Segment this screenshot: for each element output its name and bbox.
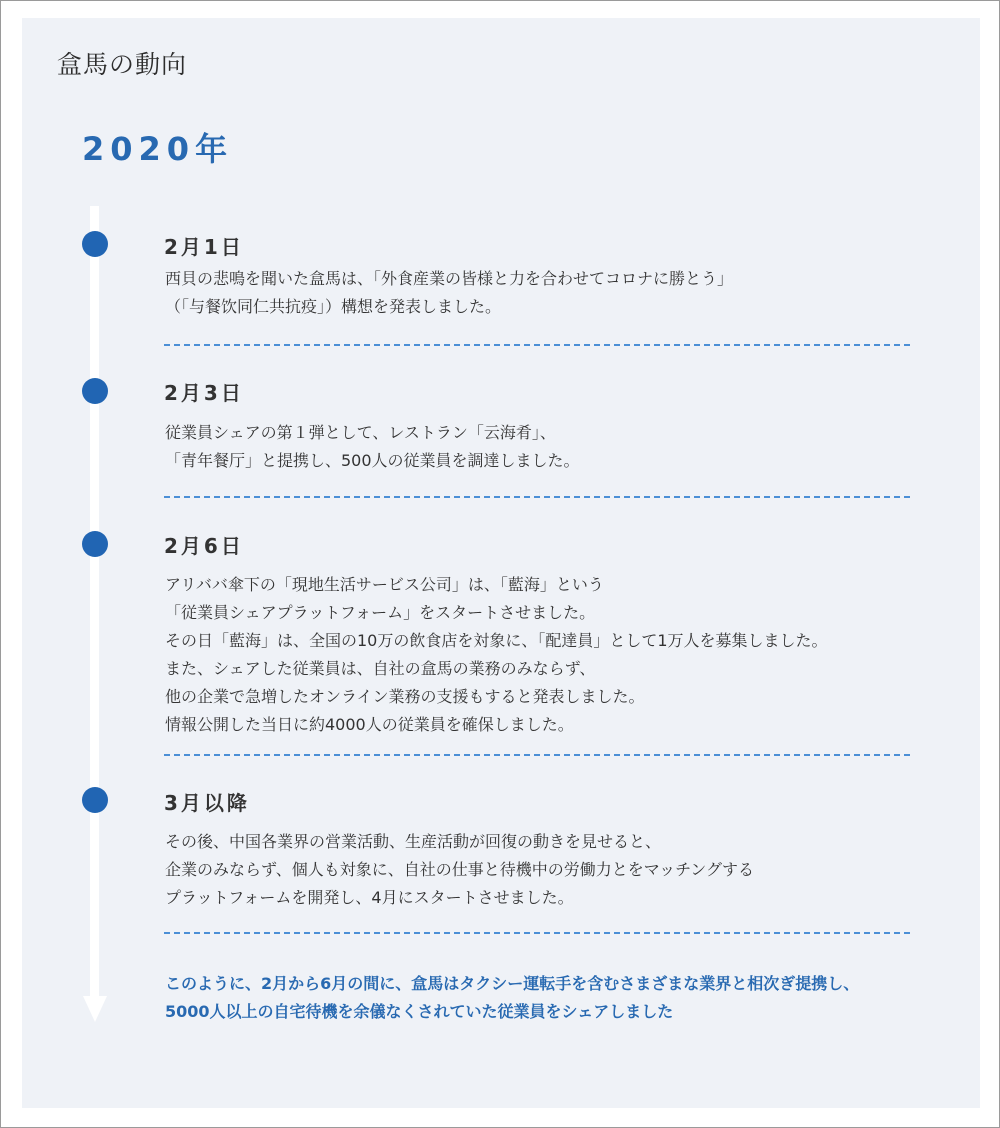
content-panel [22,18,980,1108]
conclusion-line: このように、2月から6月の間に、盒馬はタクシー運転手を含むさまざまな業界と相次ぎ提携し、 [165,974,860,993]
entry-text-line: 「従業員シェアプラットフォーム」をスタートさせました。 [165,603,596,622]
conclusion-line: 5000人以上の自宅待機を余儀なくされていた従業員をシェアしました [165,1002,674,1021]
conclusion-text [165,970,859,1026]
year-heading: 2020年 [82,130,234,168]
entry-text-line: 従業員シェアの第１弾として、レストラン「云海肴」、 [165,423,556,442]
entry-text-line: また、シェアした従業員は、自社の盒馬の業務のみならず、 [165,659,596,678]
entry-text-line: 「青年餐厅」と提携し、500人の従業員を調達しました。 [165,451,580,470]
entry-divider [164,754,910,756]
page-title: 盒馬の動向 [57,50,188,79]
entry-date: 3月以降 [164,791,250,815]
entry-text [165,828,754,912]
timeline-arrow-icon [83,996,107,1022]
entry-text-line: アリババ傘下の「現地生活サービス公司」は、「藍海」という [165,575,604,594]
timeline-dot [82,378,108,404]
entry-date: 2月1日 [164,235,244,259]
entry-text-line: （「与餐饮同仁共抗疫」）構想を発表しました。 [165,297,502,316]
entry-text-line: その後、中国各業界の営業活動、生産活動が回復の動きを見せると、 [165,832,662,851]
entry-text-line: プラットフォームを開発し、4月にスタートさせました。 [165,888,574,907]
entry-text-line: 西貝の悲鳴を聞いた盒馬は、「外食産業の皆様と力を合わせてコロナに勝とう」 [165,269,734,288]
entry-text [165,571,828,739]
entry-divider [164,344,910,346]
entry-divider [164,496,910,498]
entry-date: 2月6日 [164,534,244,558]
timeline-dot [82,231,108,257]
entry-divider [164,932,910,934]
entry-text-line: 企業のみならず、個人も対象に、自社の仕事と待機中の労働力とをマッチングする [165,860,754,879]
entry-text [165,419,580,475]
entry-text [165,265,733,321]
entry-date: 2月3日 [164,381,244,405]
entry-text-line: 他の企業で急増したオンライン業務の支援もすると発表しました。 [165,687,645,706]
timeline-dot [82,531,108,557]
timeline-line [90,206,99,999]
timeline-dot [82,787,108,813]
entry-text-line: その日「藍海」は、全国の10万の飲食店を対象に、「配達員」として1万人を募集しました。 [165,631,828,650]
entry-text-line: 情報公開した当日に約4000人の従業員を確保しました。 [165,715,574,734]
